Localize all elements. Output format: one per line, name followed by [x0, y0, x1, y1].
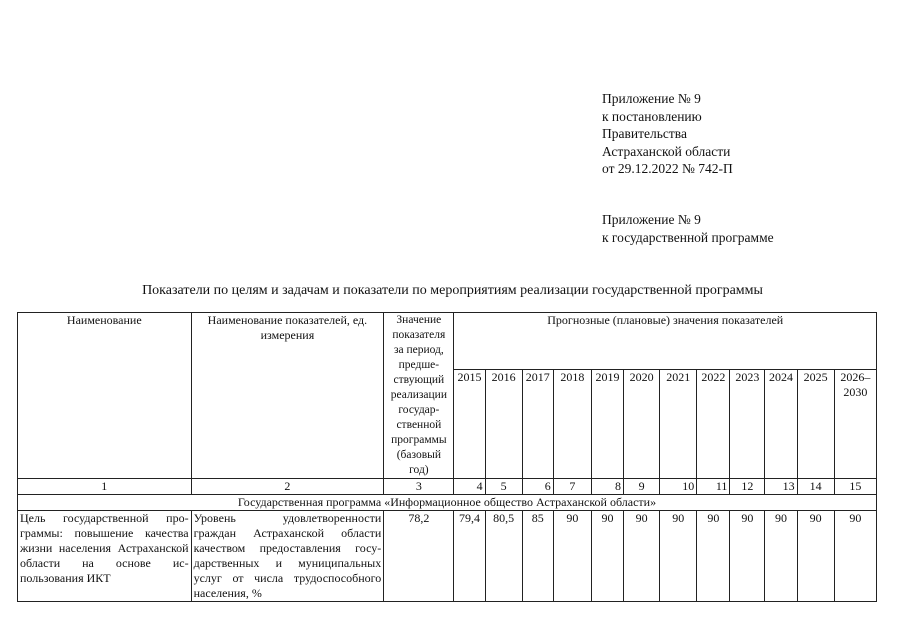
approval-line: Астраханской области [602, 143, 731, 159]
year-header: 2020 [624, 369, 660, 479]
header-forecast: Прогнозные (плановые) значения показателей [454, 313, 877, 370]
year-value: 90 [797, 511, 834, 602]
year-value: 90 [765, 511, 797, 602]
column-number: 7 [553, 479, 591, 495]
column-number: 13 [765, 479, 797, 495]
column-number: 14 [797, 479, 834, 495]
header-row [18, 313, 877, 370]
year-header: 2023 [730, 369, 765, 479]
year-value: 90 [730, 511, 765, 602]
column-number: 2 [191, 479, 384, 495]
approval-line: к постановлению [602, 108, 702, 124]
approval-stamp [602, 90, 733, 178]
program-reference-line: Приложение № 9 [602, 212, 701, 227]
indicator-name: Уровень удовлетворенности граждан Астраханской области качеством предоставления государственных и муниципальных услуг от числа трудоспособного населения, % [191, 511, 384, 602]
year-value: 90 [624, 511, 660, 602]
column-number: 1 [18, 479, 192, 495]
program-reference-line: к государственной программе [602, 229, 774, 245]
program-reference [602, 211, 774, 246]
header-name: Наименование [18, 313, 192, 479]
column-number: 10 [660, 479, 697, 495]
year-value: 80,5 [485, 511, 522, 602]
year-value: 79,4 [454, 511, 485, 602]
year-header: 2016 [485, 369, 522, 479]
approval-line: Правительства [602, 126, 687, 141]
year-header: 2026–2030 [834, 369, 876, 479]
header-indicator: Наименование показателей, ед. измерения [191, 313, 384, 479]
goal-name: Цель государственной программы: повышение качества жизни населения Астраханской области на основе использования ИКТ [18, 511, 192, 602]
program-row [18, 495, 877, 511]
year-value: 90 [834, 511, 876, 602]
year-value: 85 [522, 511, 553, 602]
program-name: Государственная программа «Информационное общество Астраханской области» [18, 495, 877, 511]
column-number: 8 [591, 479, 623, 495]
approval-line: от 29.12.2022 № 742-П [602, 161, 733, 176]
year-value: 90 [697, 511, 730, 602]
column-number: 3 [384, 479, 454, 495]
year-header: 2015 [454, 369, 485, 479]
year-header: 2017 [522, 369, 553, 479]
year-header: 2021 [660, 369, 697, 479]
header-base-value: Значение показателя за период, предше-ствующий реализации государ-ственной программы (базовый год) [384, 313, 454, 479]
column-number: 5 [485, 479, 522, 495]
column-number: 12 [730, 479, 765, 495]
year-header: 2025 [797, 369, 834, 479]
year-value: 90 [591, 511, 623, 602]
table-row [18, 511, 877, 602]
document-title: Показатели по целям и задачам и показатели по мероприятиям реализации государственной программы [142, 283, 763, 298]
approval-line: Приложение № 9 [602, 91, 701, 106]
column-number: 6 [522, 479, 553, 495]
indicators-table [17, 312, 877, 602]
column-number: 4 [454, 479, 485, 495]
base-value: 78,2 [384, 511, 454, 602]
column-number-row [18, 479, 877, 495]
column-number: 15 [834, 479, 876, 495]
year-header: 2022 [697, 369, 730, 479]
column-number: 11 [697, 479, 730, 495]
year-header: 2019 [591, 369, 623, 479]
year-value: 90 [553, 511, 591, 602]
column-number: 9 [624, 479, 660, 495]
year-header: 2018 [553, 369, 591, 479]
year-value: 90 [660, 511, 697, 602]
year-header: 2024 [765, 369, 797, 479]
